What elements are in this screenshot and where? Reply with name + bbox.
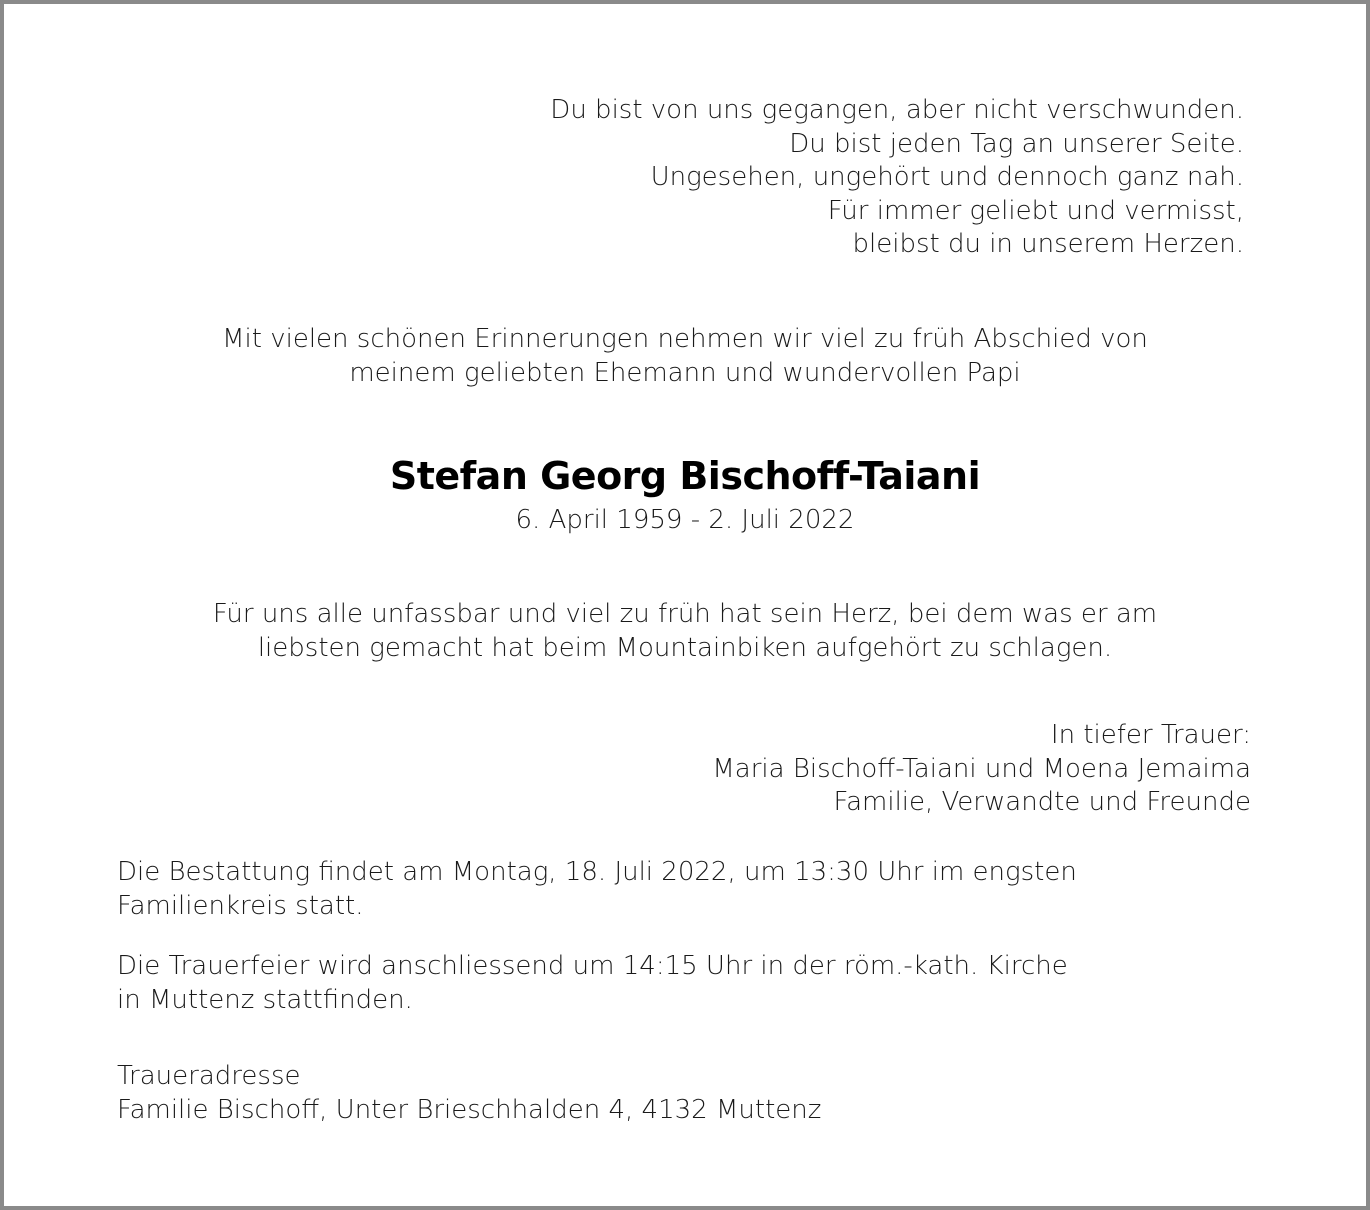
ceremony-line: in Muttenz stattfinden. xyxy=(117,984,413,1015)
life-dates: 6. April 1959 - 2. Juli 2022 xyxy=(515,505,855,535)
poem-line: Ungesehen, ungehört und dennoch ganz nah. xyxy=(650,162,1244,193)
farewell-line: meinem geliebten Ehemann und wundervollen Papi xyxy=(349,357,1021,388)
address-value: Familie Bischoff, Unter Brieschhalden 4, 4132 Muttenz xyxy=(117,1094,822,1125)
poem-verse xyxy=(550,94,1244,262)
mourning-address xyxy=(117,1060,821,1127)
memorial-service-info xyxy=(117,950,1068,1017)
cause-of-death-text xyxy=(4,598,1366,665)
funeral-info xyxy=(117,856,1077,923)
cause-line: Für uns alle unfassbar und viel zu früh hat sein Herz, bei dem was er am xyxy=(212,599,1158,629)
mourners-block xyxy=(712,719,1251,820)
farewell-line: Mit vielen schönen Erinnerungen nehmen wir viel zu früh Abschied von xyxy=(222,324,1148,354)
farewell-text xyxy=(4,323,1366,390)
mourners-line: Familie, Verwandte und Freunde xyxy=(833,787,1251,818)
funeral-line: Familienkreis statt. xyxy=(117,890,364,921)
mourners-line: Maria Bischoff-Taiani und Moena Jemaima xyxy=(712,753,1251,784)
cause-line: liebsten gemacht hat beim Mountainbiken aufgehört zu schlagen. xyxy=(257,632,1113,663)
deceased-name: Stefan Georg Bischoff-Taiani xyxy=(389,454,981,498)
funeral-line: Die Bestattung findet am Montag, 18. Juli 2022, um 13:30 Uhr im engsten xyxy=(117,857,1077,887)
poem-line: Du bist von uns gegangen, aber nicht verschwunden. xyxy=(550,95,1244,125)
ceremony-line: Die Trauerfeier wird anschliessend um 14:15 Uhr in der röm.-kath. Kirche xyxy=(117,951,1068,981)
address-label: Traueradresse xyxy=(117,1061,301,1091)
poem-line: Für immer geliebt und vermisst, xyxy=(827,195,1244,226)
poem-line: bleibst du in unserem Herzen. xyxy=(852,229,1244,260)
poem-line: Du bist jeden Tag an unserer Seite. xyxy=(789,128,1244,159)
mourners-heading: In tiefer Trauer: xyxy=(1050,720,1251,750)
